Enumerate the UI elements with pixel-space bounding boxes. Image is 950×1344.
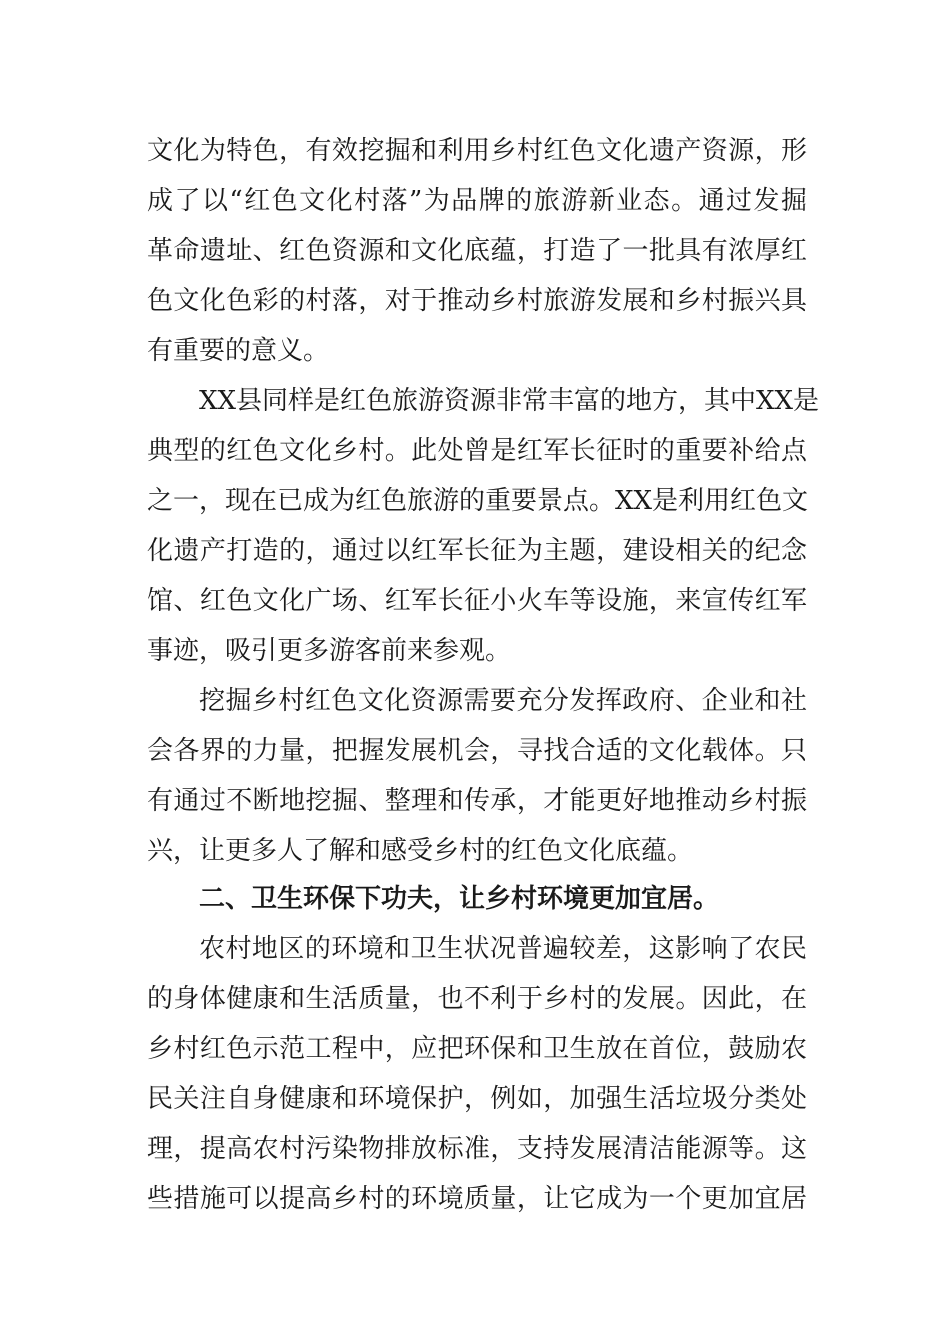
text-line: 的身体健康和生活质量，也不利于乡村的发展。因此，在 (147, 984, 807, 1014)
text-line: 成了以“红色文化村落”为品牌的旅游新业态。通过发掘 (147, 186, 807, 216)
text-line: 有重要的意义。 (147, 336, 330, 366)
text-line: 事迹，吸引更多游客前来参观。 (147, 636, 512, 666)
text-line: 农村地区的环境和卫生状况普遍较差，这影响了农民 (199, 934, 807, 964)
text-line: 化遗产打造的，通过以红军长征为主题，建设相关的纪念 (147, 536, 807, 566)
text-line: 民关注自身健康和环境保护，例如，加强生活垃圾分类处 (147, 1084, 807, 1114)
text-line: 之一，现在已成为红色旅游的重要景点。XX是利用红色文 (147, 486, 809, 516)
text-line: 典型的红色文化乡村。此处曾是红军长征时的重要补给点 (147, 436, 807, 466)
section-heading: 二、卫生环保下功夫，让乡村环境更加宜居。 (199, 884, 720, 914)
text-line: 些措施可以提高乡村的环境质量，让它成为一个更加宜居 (147, 1184, 807, 1214)
text-line: 会各界的力量，把握发展机会，寻找合适的文化载体。只 (147, 736, 807, 766)
text-line: 馆、红色文化广场、红军长征小火车等设施，来宣传红军 (147, 586, 807, 616)
text-line: 革命遗址、红色资源和文化底蕴，打造了一批具有浓厚红 (147, 236, 807, 266)
text-line: 文化为特色，有效挖掘和利用乡村红色文化遗产资源，形 (147, 136, 807, 166)
text-line: 兴，让更多人了解和感受乡村的红色文化底蕴。 (147, 836, 694, 866)
text-line: 挖掘乡村红色文化资源需要充分发挥政府、企业和社 (199, 686, 807, 716)
text-line: 理，提高农村污染物排放标准，支持发展清洁能源等。这 (147, 1134, 807, 1164)
text-line: XX县同样是红色旅游资源非常丰富的地方，其中XX是 (199, 386, 820, 416)
text-line: 色文化色彩的村落，对于推动乡村旅游发展和乡村振兴具 (147, 286, 807, 316)
text-line: 有通过不断地挖掘、整理和传承，才能更好地推动乡村振 (147, 786, 807, 816)
text-line: 乡村红色示范工程中，应把环保和卫生放在首位，鼓励农 (147, 1034, 807, 1064)
